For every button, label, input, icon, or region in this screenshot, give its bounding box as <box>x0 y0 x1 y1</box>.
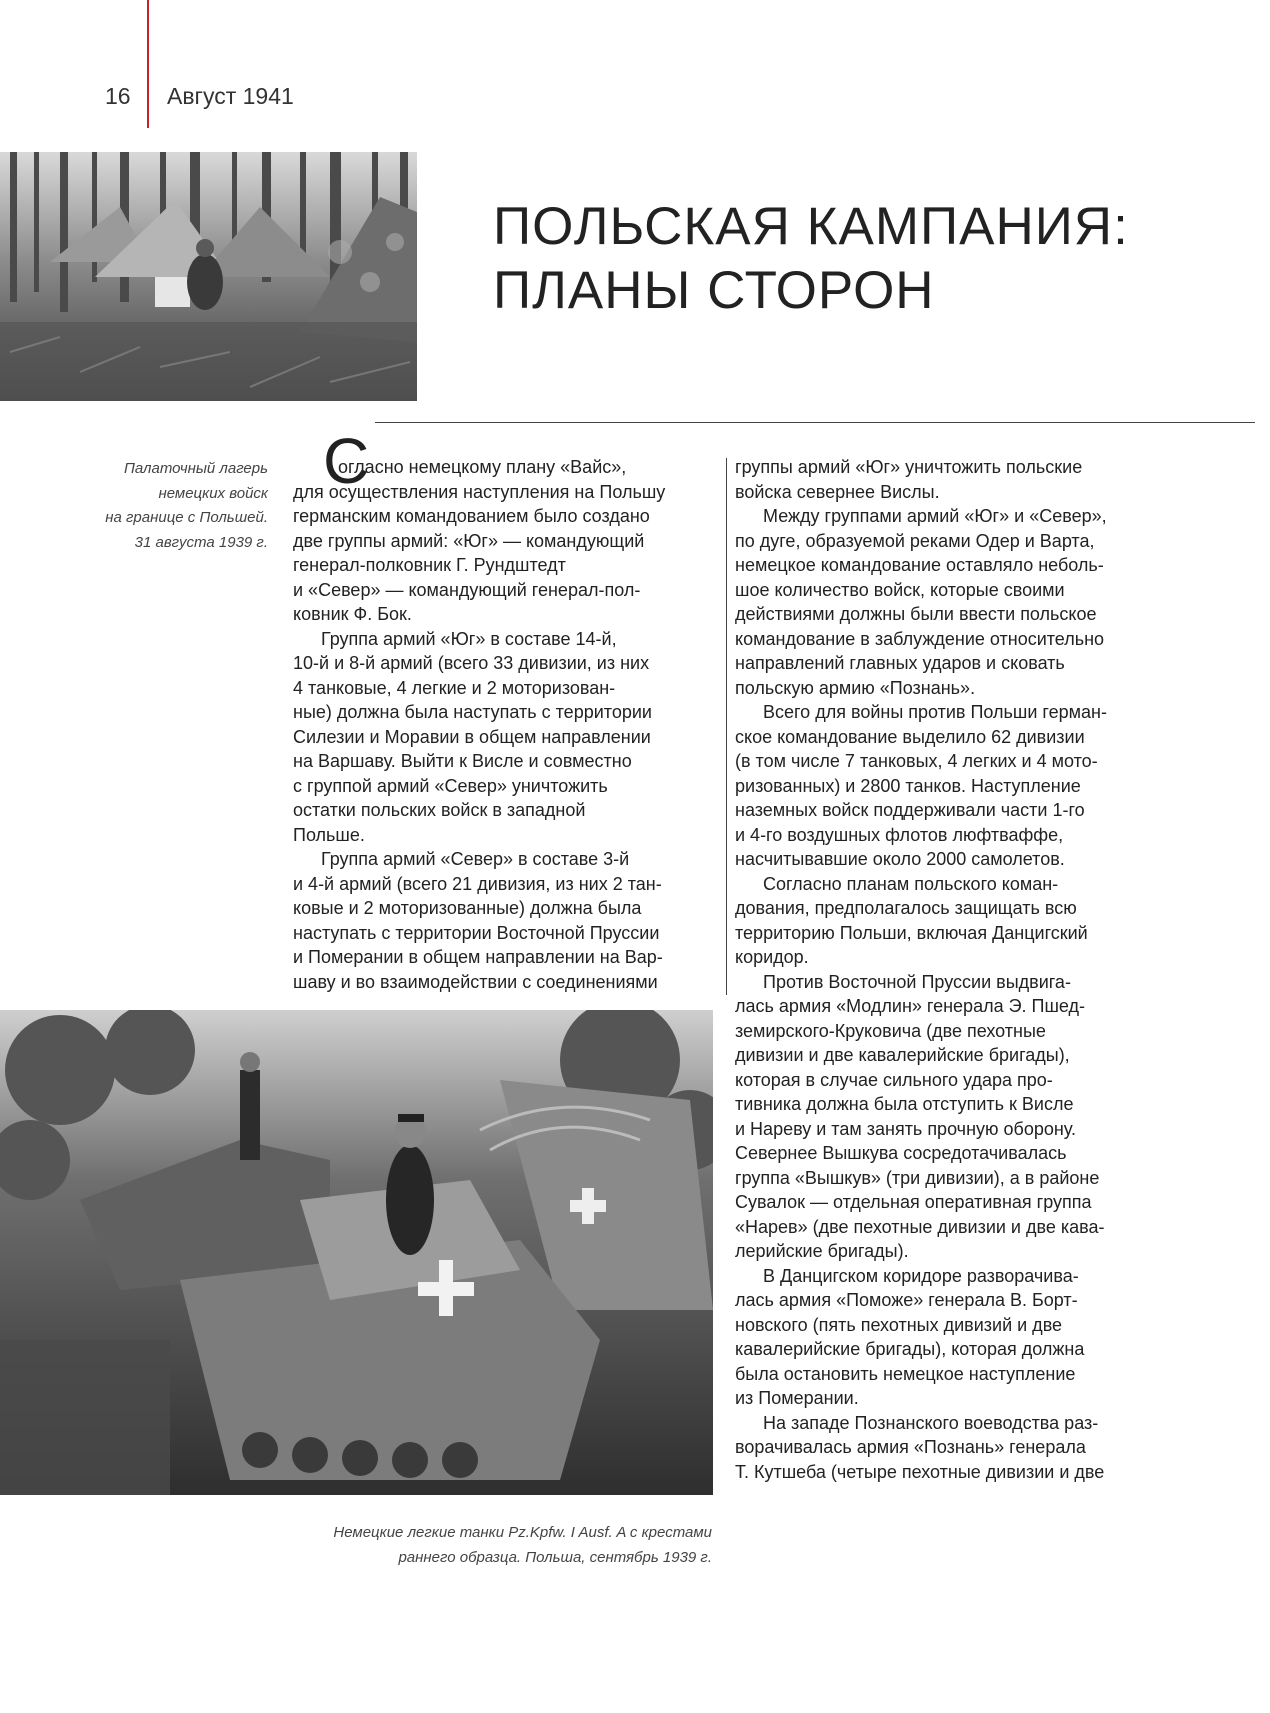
text-line: действиями должны были ввести польское <box>735 604 1097 624</box>
text-line: Согласно планам польского коман- <box>763 873 1059 894</box>
text-line: ское командование выделило 62 дивизии <box>735 726 1085 747</box>
text-line: территорию Польши, включая Данцигский <box>735 922 1088 943</box>
text-line: шаву и во взаимодействии с соединениями <box>293 971 658 992</box>
text-line: Силезии и Моравии в общем направлении <box>293 726 651 747</box>
text-line: «Нарев» (две пехотные дивизии и две кава- <box>735 1216 1105 1237</box>
text-line: насчитывавшие около 2000 самолетов. <box>735 849 1065 869</box>
text-line: Группа армий «Юг» в составе 14-й, <box>321 628 617 649</box>
text-line: и 4-го воздушных флотов люфтваффе, <box>735 824 1064 845</box>
text-line: и 4-й армий (всего 21 дивизия, из них 2 тан- <box>293 873 662 894</box>
text-line: 10-й и 8-й армий (всего 33 дивизии, из них <box>293 653 650 673</box>
text-line: огласно немецкому плану «Вайс», <box>338 457 627 477</box>
text-line: Группа армий «Север» в составе 3-й <box>321 849 630 869</box>
text-line: коридор. <box>735 947 809 967</box>
header-accent-rule <box>147 0 149 128</box>
text-line: и Померании в общем направлении на Вар- <box>293 947 663 967</box>
caption-line: Палаточный лагерь <box>123 460 268 477</box>
caption-line: немецких войск <box>158 484 268 502</box>
tanks-photo-caption <box>300 1521 712 1570</box>
text-line: из Померании. <box>735 1388 859 1408</box>
text-line: на Варшаву. Выйти к Висле и совместно <box>293 751 632 771</box>
text-line: На западе Познанского воеводства раз- <box>763 1412 1099 1433</box>
text-line: лась армия «Модлин» генерала Э. Пшед- <box>735 996 1086 1016</box>
text-line: ные) должна была наступать с территории <box>293 702 652 722</box>
text-line: шое количество войск, которые своими <box>735 579 1065 600</box>
text-line: направлений главных ударов и сковать <box>735 653 1065 673</box>
top-photo-caption <box>70 457 268 555</box>
article-title <box>493 195 1129 323</box>
text-line: с группой армий «Север» уничтожить <box>293 775 608 796</box>
text-line: ворачивалась армия «Познань» генерала <box>735 1437 1086 1457</box>
article-title-line: ПОЛЬСКАЯ КАМПАНИЯ: <box>493 197 1129 256</box>
text-line: наступать с территории Восточной Пруссии <box>293 922 660 943</box>
text-line: ковник Ф. Бок. <box>293 604 412 624</box>
text-line: Польше. <box>293 824 365 845</box>
text-line: (в том числе 7 танковых, 4 легких и 4 мото- <box>735 751 1098 771</box>
text-line: Против Восточной Пруссии выдвига- <box>763 971 1071 992</box>
text-line: по дуге, образуемой реками Одер и Варта, <box>735 530 1095 551</box>
text-line: командование в заблуждение относительно <box>735 628 1105 649</box>
text-line: наземных войск поддерживали части 1-го <box>735 800 1085 820</box>
caption-line: на границе с Польшей. <box>105 509 268 526</box>
drop-cap: С <box>323 425 370 497</box>
page-number: 16 <box>105 83 131 109</box>
text-line: польскую армию «Познань». <box>735 677 976 698</box>
text-line: германским командованием было создано <box>293 506 650 526</box>
caption-line: раннего образца. Польша, сентябрь 1939 г. <box>398 1548 712 1566</box>
body-column-right <box>735 455 1107 1484</box>
article-title-line: ПЛАНЫ СТОРОН <box>493 261 935 320</box>
text-line: дования, предполагалось защищать всю <box>735 898 1077 918</box>
text-line: Всего для войны против Польши герман- <box>763 702 1107 722</box>
text-line: ризованных) и 2800 танков. Наступление <box>735 775 1081 796</box>
body-column-left <box>293 425 666 994</box>
text-line: Севернее Вышкува сосредотачивалась <box>735 1143 1067 1163</box>
text-line: лась армия «Поможе» генерала В. Борт- <box>735 1290 1078 1310</box>
text-line: две группы армий: «Юг» — командующий <box>293 530 645 551</box>
text-line: лерийские бригады). <box>735 1241 909 1261</box>
text-line: немецкое командование оставляло неболь- <box>735 555 1104 575</box>
text-line: генерал-полковник Г. Рундштедт <box>293 555 566 575</box>
text-line: Т. Кутшеба (четыре пехотные дивизии и две <box>735 1461 1105 1482</box>
text-line: группы армий «Юг» уничтожить польские <box>735 457 1083 477</box>
text-line: В Данцигском коридоре разворачива- <box>763 1265 1079 1286</box>
text-line: ковые и 2 моторизованные) должна была <box>293 898 642 918</box>
section-divider <box>375 422 1255 423</box>
text-line: и Нареву и там занять прочную оборону. <box>735 1118 1076 1139</box>
text-line: кавалерийские бригады), которая должна <box>735 1339 1085 1359</box>
text-line: для осуществления наступления на Польшу <box>293 481 666 502</box>
text-line: Между группами армий «Юг» и «Север», <box>763 506 1107 526</box>
text-line: 4 танковые, 4 легкие и 2 моторизован- <box>293 677 616 698</box>
text-line: дивизии и две кавалерийские бригады), <box>735 1045 1070 1065</box>
text-line: тивника должна была отступить к Висле <box>735 1094 1074 1114</box>
text-line: Сувалок — отдельная оперативная группа <box>735 1192 1092 1212</box>
text-line: группа «Вышкув» (три дивизии), а в районе <box>735 1167 1100 1188</box>
text-line: была остановить немецкое наступление <box>735 1363 1076 1384</box>
text-line: и «Север» — командующий генерал-пол- <box>293 579 641 600</box>
text-line: которая в случае сильного удара про- <box>735 1069 1053 1090</box>
running-title: Август 1941 <box>167 83 294 109</box>
column-divider <box>726 458 727 995</box>
tent-camp-photo <box>0 152 417 401</box>
text-line: новского (пять пехотных дивизий и две <box>735 1314 1063 1335</box>
caption-line: 31 августа 1939 г. <box>134 533 268 551</box>
text-line: земирского-Круковича (две пехотные <box>735 1020 1046 1041</box>
tanks-photo <box>0 1010 713 1495</box>
text-line: войска севернее Вислы. <box>735 481 940 502</box>
text-line: остатки польских войск в западной <box>293 800 586 820</box>
caption-line: Немецкие легкие танки Pz.Kpfw. I Ausf. A с крестами <box>333 1524 712 1541</box>
